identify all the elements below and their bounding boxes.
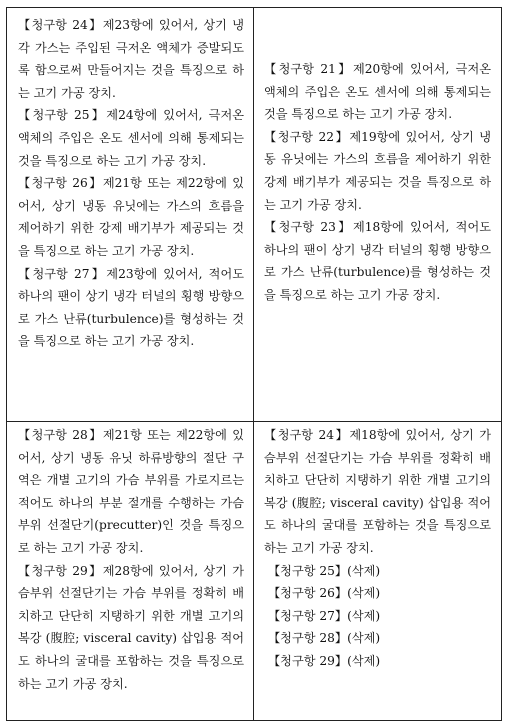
left-cell-top [7,14,253,353]
right-claim-23: 【청구항 23】제18항에 있어서, 적어도 하나의 팬이 상기 냉각 터널의 횡행 방향으로 가스 난류(turbulence)를 형성하는 것을 특징으로 하는 고기 가공 장치. [264,220,491,302]
left-cell-bottom [7,424,253,695]
left-claim-26: 【청구항 26】제21항 또는 제22항에 있어서, 상기 냉동 유닛에는 가스의 흐름을 제어하기 위한 강제 배기부가 제공되는 것을 특징으로 하는 고기 가공 장치. [18,176,244,258]
right-column [254,8,501,720]
row-divider [7,421,501,422]
left-claim-29: 【청구항 29】제28항에 있어서, 상기 가슴부위 선절단기는 가슴 부위를 정확히 배치하고 단단히 지탱하기 위한 개별 고기의 복강 (腹腔; visceral cavity) 삽입용 적어도 하나의 굴대를 포함하는 것을 특징으로 하는 고기 가공 장치. [18,563,244,691]
right-deleted-27: 【청구항 27】(삭제) [268,608,381,623]
left-column [7,8,254,720]
claims-comparison-table [6,7,502,721]
right-cell-top [254,58,501,307]
right-claim-21: 【청구항 21】제20항에 있어서, 극저온 액체의 주입은 온도 센서에 의해 통제되는 것을 특징으로 하는 고기 가공 장치. [264,62,491,122]
left-claim-25: 【청구항 25】제24항에 있어서, 극저온 액체의 주입은 온도 센서에 의해 통제되는 것을 특징으로 하는 고기 가공 장치. [18,108,244,168]
right-deleted-25: 【청구항 25】(삭제) [268,563,381,578]
right-deleted-29: 【청구항 29】(삭제) [268,653,381,668]
right-claim-24: 【청구항 24】제18항에 있어서, 상기 가슴부위 선절단기는 가슴 부위를 정확히 배치하고 단단히 지탱하기 위한 개별 고기의 복강 (腹腔; visceral cavity) 삽입용 적어도 하나의 굴대를 포함하는 것을 특징으로 하는 고기 가공 장치. [264,428,491,555]
left-claim-28: 【청구항 28】제21항 또는 제22항에 있어서, 상기 냉동 유닛 하류방향의 절단 구역은 개별 고기의 가슴 부위를 가로지르는 적어도 하나의 부분 절개를 수행하는 가슴부위 선절단기(precutter)인 것을 특징으로 하는 고기 가공 장치. [18,428,244,555]
right-deleted-28: 【청구항 28】(삭제) [268,631,381,646]
right-deleted-26: 【청구항 26】(삭제) [268,586,381,601]
right-claim-22: 【청구항 22】제19항에 있어서, 상기 냉동 유닛에는 가스의 흐름을 제어하기 위한 강제 배기부가 제공되는 것을 특징으로 하는 고기 가공 장치. [264,129,491,212]
right-cell-bottom [254,424,501,673]
left-claim-24: 【청구항 24】제23항에 있어서, 상기 냉각 가스는 주입된 극저온 액체가 증발되도록 함으로써 만들어지는 것을 특징으로 하는 고기 가공 장치. [18,18,244,100]
left-claim-27: 【청구항 27】제23항에 있어서, 적어도 하나의 팬이 상기 냉각 터널의 횡행 방향으로 가스 난류(turbulence)를 형성하는 것을 특징으로 하는 고기 가공 장치. [18,266,244,349]
